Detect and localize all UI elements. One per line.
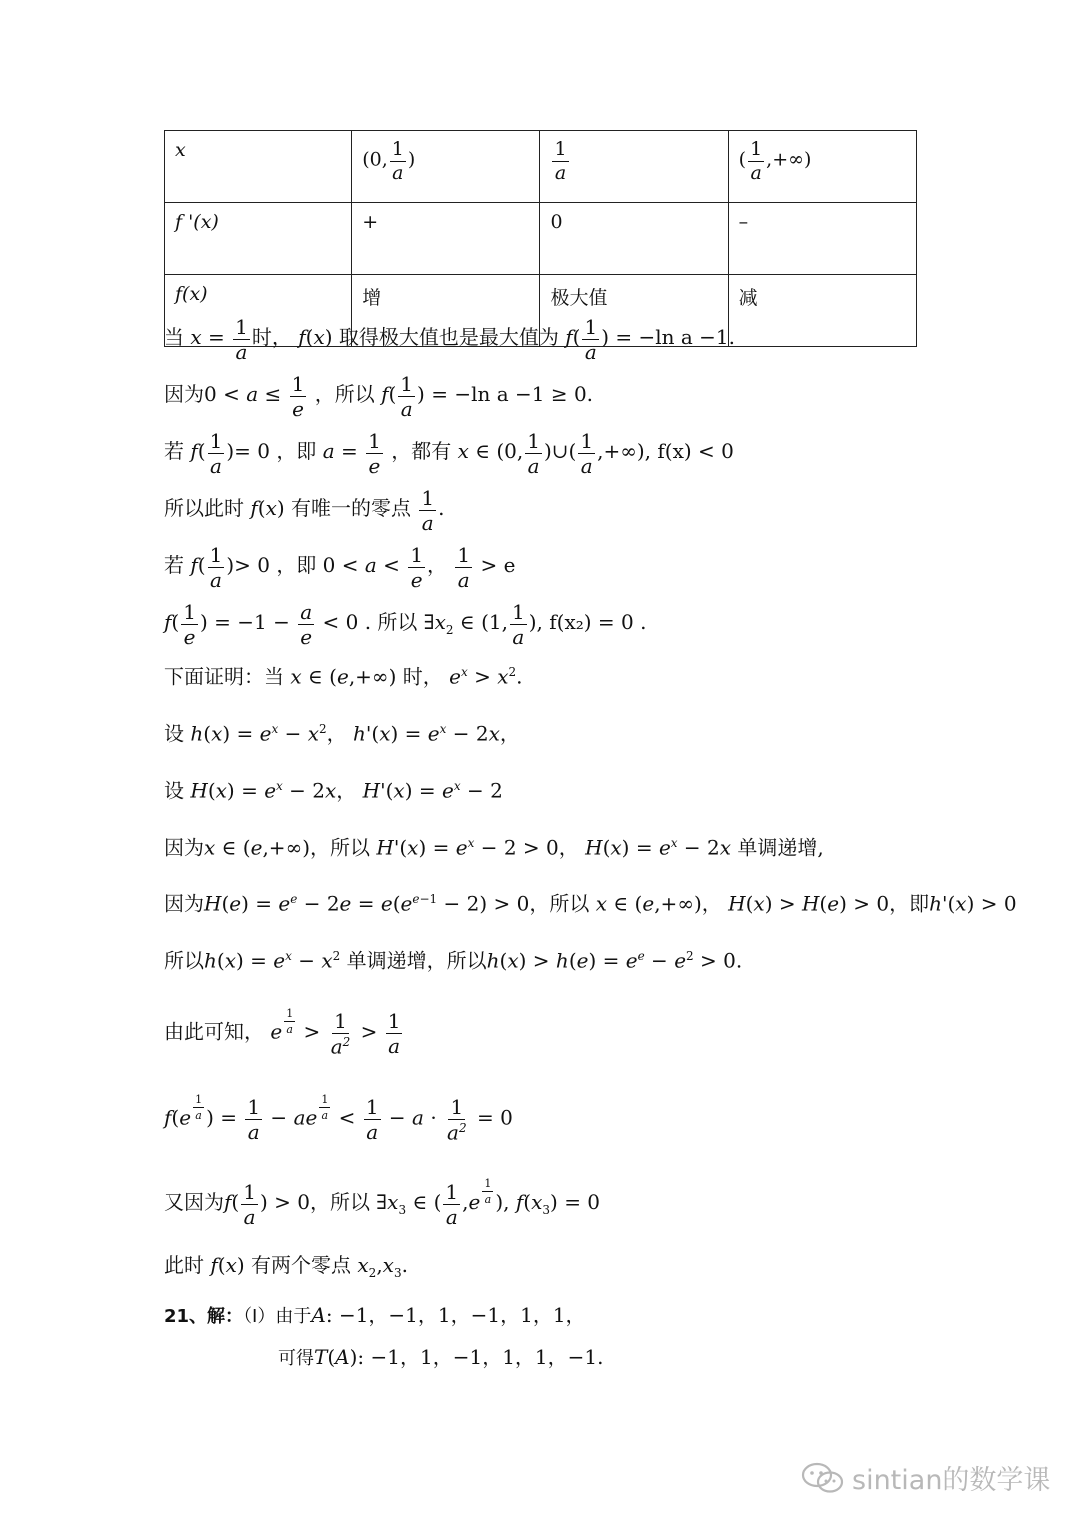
text-line: 若 f( $\frac{1}{a}$ )> 0 ，即 0 < a < $\frac{1}{e}$ ， $\frac{1}{a}$ > e	[164, 543, 516, 592]
text-line: 若 f( $\frac{1}{a}$ )= 0 ，即 a = $\frac{1}{e}$ ，都有 x ∈ (0, $\frac{1}{a}$ )∪( $\frac{1}{a}$ ,+∞), f(x) < 0	[164, 429, 734, 478]
table-cell: $\frac{1}{a}$	[540, 131, 728, 203]
text-line: 所以$h(x) = e^x - x^2$ 单调递增，所以$h(x) > h(e) = e^e - e^2 > 0$.	[164, 948, 743, 973]
watermark-text: sintian的数学课	[852, 1465, 1051, 1496]
table-cell: x	[165, 131, 352, 203]
text-line: f( $\frac{1}{e}$ ) = −1 − $\frac{a}{e}$ < 0 . 所以 $\exists x_2$ ∈ (1, $\frac{1}{a}$ ), f(x₂) = 0 .	[164, 600, 647, 649]
text-line: f(e $^{\frac{1}{a}}$ ) = $\frac{1}{a}$ − ae $^{\frac{1}{a}}$ < $\frac{1}{a}$ − a · $\frac{1}{a^2}$ = 0	[164, 1092, 513, 1145]
text-line: 因为0 < a ≤ $\frac{1}{e}$ ，所以 f( $\frac{1}{a}$ ) = −ln a −1 ≥ 0.	[164, 372, 594, 421]
text-line: 此时 f(x) 有两个零点 $x_2,x_3$.	[164, 1253, 408, 1280]
text-line: 可得T(A): −1，1，−1，1，1，−1.	[278, 1345, 604, 1369]
table-cell: 极大值	[540, 275, 728, 347]
text-line: 当 x = $\frac{1}{a}$ 时， f(x) 取得极大值也是最大值为 f( $\frac{1}{a}$ ) = −ln a −1.	[164, 315, 736, 364]
variation-table	[164, 130, 917, 347]
table-cell: (0, $\frac{1}{a}$ )	[352, 131, 540, 203]
table-cell: 增	[352, 275, 540, 347]
text-line: 因为x ∈ (e,+∞)，所以 $H'(x) = e^x - 2 > 0$， $H(x) = e^x - 2x$ 单调递增,	[164, 835, 824, 860]
table-cell: 减	[728, 275, 916, 347]
text-line: 因为$H(e) = e^e - 2e = e(e^{e-1} - 2) > 0$，所以 x ∈ (e,+∞)， H(x) > H(e) > 0，即h'(x) > 0	[164, 891, 1017, 916]
table-cell: +	[352, 203, 540, 275]
text-line: 设 $h(x) = e^x - x^2$， $h'(x) = e^x - 2x$，	[164, 721, 520, 746]
table-row	[165, 131, 917, 203]
row-label-fprime: f '(x)	[175, 211, 219, 233]
text-line: 所以此时 f(x) 有唯一的零点 $\frac{1}{a}$ .	[164, 486, 445, 535]
problem-number: 21、解：	[164, 1306, 244, 1327]
watermark	[800, 1458, 1050, 1497]
text-line: 由此可知， e $^{\frac{1}{a}}$ > $\frac{1}{a^2}$ > $\frac{1}{a}$	[164, 1006, 401, 1059]
wechat-icon	[800, 1461, 846, 1495]
table-cell: ( $\frac{1}{a}$ ,+∞)	[728, 131, 916, 203]
text-line: 21、解：（Ⅰ）由于A: −1，−1，1，−1，1，1，	[164, 1303, 586, 1327]
table-cell	[165, 203, 352, 275]
row-label-f: f(x)	[175, 283, 208, 305]
text-line: 设 $H(x) = e^x - 2x$， $H'(x) = e^x - 2$	[164, 778, 503, 803]
text-line: 又因为f( $\frac{1}{a}$ ) > 0，所以 $\exists x_3$ ∈ ( $\frac{1}{a}$ ,e $^{\frac{1}{a}}$ ), $f(x_3) = 0$	[164, 1177, 601, 1229]
text-line: 下面证明：当 x ∈ (e,+∞) 时， $e^x > x^2$.	[164, 664, 523, 689]
table-row	[165, 203, 917, 275]
table-cell: –	[728, 203, 916, 275]
table-cell: 0	[540, 203, 728, 275]
